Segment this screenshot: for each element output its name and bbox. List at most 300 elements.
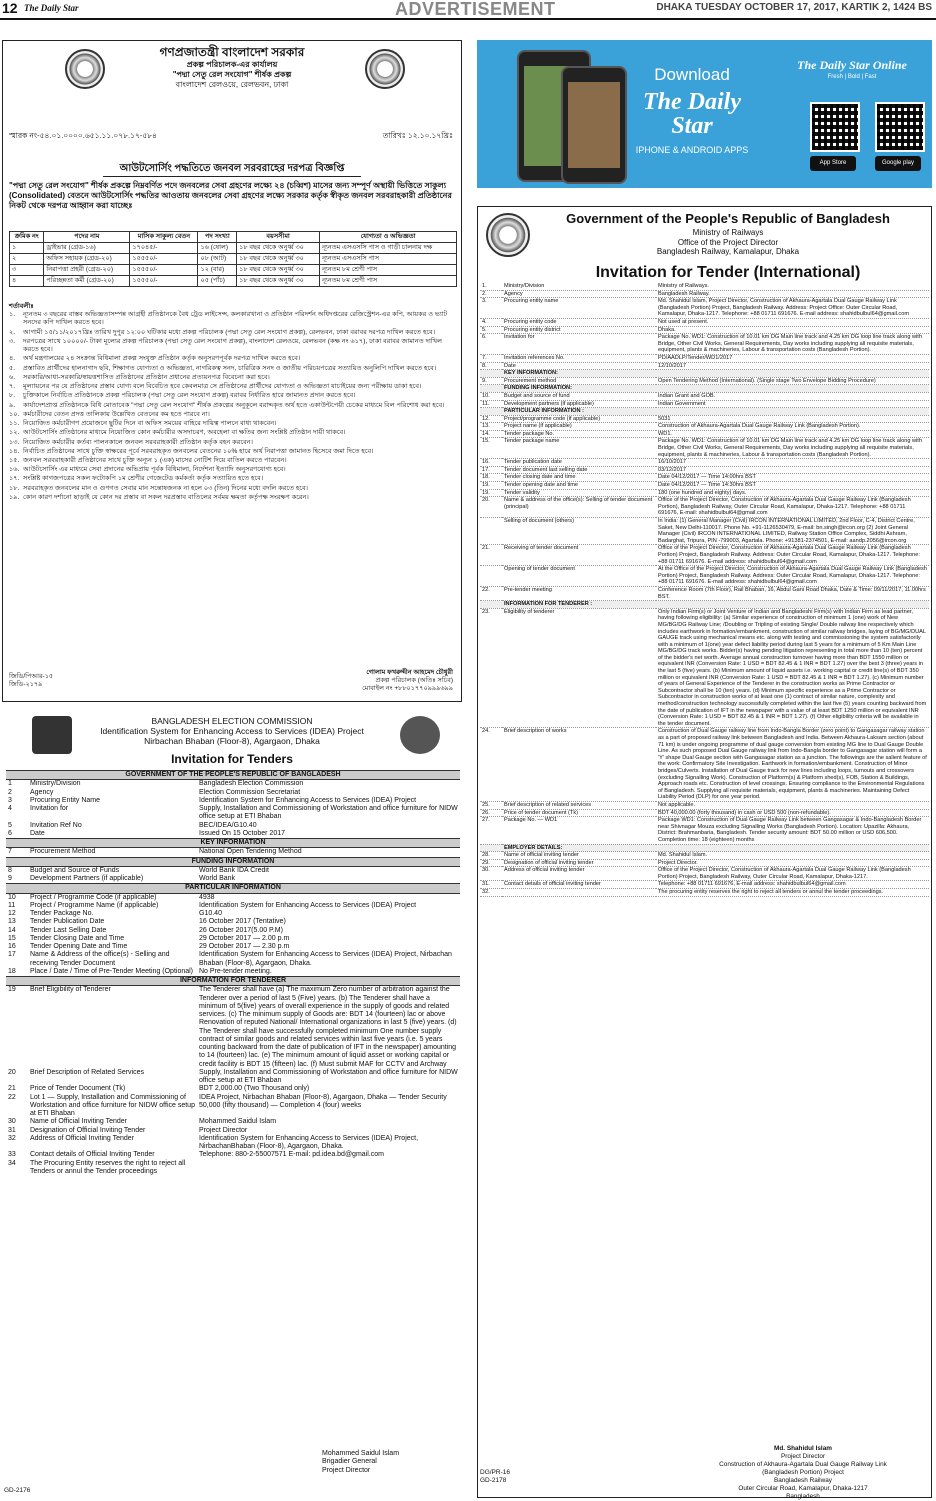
section-title: INFORMATION FOR TENDERER [6, 977, 460, 986]
row-value: Identification System for Enhancing Access to Services (IDEA) Project, Nirbachan Bhaban (Floor-8), Agargaon, Dhaka. [199, 951, 452, 967]
row-number: 17 [8, 951, 16, 959]
table-row [6, 951, 460, 968]
table-cell: ১৭০৪৫/- [130, 243, 198, 254]
table-row [480, 586, 929, 600]
qr-code-icon[interactable] [875, 102, 925, 152]
signature-line: Project Director [322, 1466, 371, 1474]
row-value: Telephone: +88 01711 691676, E-mail address: shahidbulbul64@gmail.com [656, 881, 929, 889]
table-row [480, 283, 929, 290]
row-label: Brief description of works [502, 728, 656, 802]
signature-line: (Bangladesh Portion) Project [762, 1469, 844, 1476]
row-number: 25. [480, 801, 502, 809]
list-item [9, 329, 457, 337]
table-row [480, 334, 929, 355]
office-line: Office of the Project Director [677, 237, 779, 247]
table-row [480, 466, 929, 474]
row-value: Package No. WD1: Construction of 10.01 km DG Main line track and 4.25 km DG loop line track along with Bridge, Other Civil Works, General Requirements, Day works including supplying all requisite materials, equipment, plants & machineries, Labour & transportation costs (Bangladesh Portion). [656, 334, 929, 355]
item-text: আউটসোর্সিং এর মাধ্যমে সেবা প্রদানের অভিপ্রায় পূর্বক বিধিমালা, নির্দেশনা ইত্যাদি অনুসরণযোগ্য হবে। [23, 466, 286, 474]
list-item [9, 494, 457, 502]
row-label: Brief Description of Related Services [30, 1068, 144, 1076]
table-cell: ০৫ (পাঁচ) [198, 276, 237, 287]
ec-header [82, 716, 382, 747]
download-label: Download [654, 65, 730, 84]
item-number: ২. [9, 328, 16, 336]
item-number: ১২. [9, 429, 20, 437]
table-row [6, 902, 460, 910]
row-number [480, 370, 502, 378]
row-label: FUNDING INFORMATION: [502, 385, 656, 393]
item-text: নিয়োজিত কর্মচারীর কর্তব্য পালনকালে জনবল সরবরাহকারী প্রতিষ্ঠান কর্তৃক বহন করবেন। [23, 438, 253, 446]
app-download-ad[interactable] [477, 40, 932, 188]
tender-title: Invitation for Tender (International) [595, 264, 861, 281]
row-label: EMPLOYER DETAILS: [502, 844, 656, 852]
table-row [480, 889, 929, 897]
row-number: 32 [8, 1134, 16, 1142]
table-row [480, 608, 929, 728]
row-value: Indian Grant and GOB. [656, 392, 929, 400]
row-number: 4 [8, 805, 12, 812]
row-value: WD1. [656, 430, 929, 438]
row-label: Development Partners (if applicable) [30, 875, 144, 882]
row-number: 28. [480, 852, 502, 860]
ec-title: Invitation for Tenders [171, 752, 293, 766]
section-row [6, 884, 460, 893]
row-label: Invitation for [502, 334, 656, 355]
code-2: জিডি-২১৭৯ [9, 681, 43, 689]
brand-logo: The Daily Star [643, 89, 741, 139]
item-number: ১৪. [9, 447, 20, 455]
signature-line: Bangladesh Railway [774, 1477, 832, 1484]
header-cell: যোগ্যতা ও অভিজ্ঞতা [320, 232, 457, 243]
section-row [480, 408, 929, 416]
table-cell: ১৮ বছর থেকে অনুর্ধ্ব ৩০ [237, 276, 320, 287]
row-value: 5031 [656, 415, 929, 423]
ec-project: Identification System for Enhancing Access to Services (IDEA) Project [100, 726, 364, 737]
table-cell: ন্যূনতম এসএসসি পাস ও গাড়ী চালনায় দক্ষ [320, 243, 457, 254]
list-item [9, 475, 457, 483]
table-row [480, 423, 929, 431]
row-number [480, 601, 502, 609]
table-row [6, 1160, 460, 1177]
signature-line: Project Director [780, 1453, 826, 1460]
idea-logo-icon [400, 716, 440, 754]
table-row [6, 1069, 460, 1086]
row-label: Name of official inviting tender [502, 852, 656, 860]
app-store-button[interactable]: App Store [810, 156, 856, 171]
section-title: KEY INFORMATION [6, 839, 460, 848]
row-label: Tender Opening Date and Time [30, 943, 128, 950]
item-text: সরকারি/আধা-সরকারি/স্বায়ত্তশাসিত প্রতিষ্ঠানের প্রতিষ্ঠান প্রধানের প্রত্যয়নপত্র বিবেচনা করা হবে। [23, 373, 270, 381]
table-row [6, 1094, 460, 1119]
row-number [480, 844, 502, 852]
ec-address: Nirbachan Bhaban (Floor-8), Agargaon, Dhaka [144, 736, 320, 747]
row-number: 31. [480, 881, 502, 889]
row-label: KEY INFORMATION: [502, 370, 656, 378]
row-label: Price of Tender Document (Tk) [30, 1085, 126, 1093]
table-cell: ১৫৫৫০/- [130, 265, 198, 276]
list-item [9, 311, 457, 327]
row-value [656, 385, 929, 393]
table-cell: ০৮ (আট) [198, 254, 237, 265]
table-row [480, 377, 929, 385]
table-row [10, 243, 457, 254]
row-label: Tender Closing Date and Time [30, 934, 125, 942]
list-item [9, 355, 457, 363]
list-item [9, 439, 457, 447]
signature-block [362, 669, 453, 693]
google-play-button[interactable]: Google play [875, 156, 921, 171]
row-label: Tender package No. [502, 430, 656, 438]
row-label: Budget and source of fund [502, 392, 656, 400]
row-label: Lot 1 — Supply, Installation and Commissioning of Workstation and office furniture for NIDW office setup at ETI Bhaban [30, 1093, 195, 1117]
row-label: PARTICULAR INFORMATION : [502, 408, 656, 416]
row-number: 18 [8, 967, 16, 975]
item-text: অর্থ মন্ত্রণালয়ের ২৪ সংক্রান্ত বিধিমালা প্রকল্প সংযুক্ত প্রতিষ্ঠান কর্তৃক অনুসরণপূর্বক দরপত্র দাখিল করতে হবে। [23, 355, 301, 363]
office-name: প্রকল্প পরিচালক-এর কার্যালয় [186, 60, 278, 69]
row-number: 29. [480, 859, 502, 867]
row-value: Date 04/12/2017 — Time 14:00hrs BST [656, 474, 929, 482]
table-cell: ১৫৫৫০/- [130, 254, 198, 265]
row-number: 19. [480, 482, 502, 490]
row-value: Indian Government [656, 400, 929, 408]
table-row [6, 1118, 460, 1126]
table-cell: ১৬ (ষোল) [198, 243, 237, 254]
row-number: 18. [480, 474, 502, 482]
row-number: 9. [480, 377, 502, 385]
header-cell: পদের নাম [44, 232, 130, 243]
row-number: 15. [480, 438, 502, 459]
row-label: Development partners (if applicable) [502, 400, 656, 408]
railway-logo-icon [486, 213, 530, 257]
section-row [6, 857, 460, 866]
ec-signature [322, 1450, 399, 1475]
row-number: 19 [8, 986, 16, 994]
notice-paragraph: "পদ্মা সেতু রেল সংযোগ" শীর্ষক প্রকল্পে নিম্নবর্ণিত পদে জনবলের সেবা গ্রহণের লক্ষ্যে ২৪ (চব্বিশ) মাসের জন্য সম্পূর্ণ অস্থায়ী ভিত্তিতে সাকুল্য (Consolidated) বেতনে আউটসোর্সিং পদ্ধতির আওতায় জনবলের সেবা গ্রহণের লক্ষ্যে সরকার কর্তৃক স্বীকৃত জনবল সরবরাহকারী প্রতিষ্ঠানের নিকট থেকে দরপত্র আহ্বান করা যাচ্ছেঃ [9, 181, 452, 210]
table-row [6, 1135, 460, 1152]
table-row [480, 474, 929, 482]
list-item [9, 365, 457, 373]
item-number: ৮. [9, 392, 16, 400]
table-cell: ৩ [10, 265, 44, 276]
tender-info-table [480, 283, 929, 897]
row-label: Designation of official inviting tender [502, 859, 656, 867]
bengali-tender-notice [2, 40, 462, 702]
table-cell: নিরাপত্তা প্রহরী (গ্রেড-২০) [44, 265, 130, 276]
ministry-line: Ministry of Railways [692, 228, 764, 237]
item-number: ১১. [9, 420, 20, 428]
item-text: নির্বাচিত প্রতিষ্ঠানের সাথে চুক্তি স্বাক্ষরের পূর্বে সরবরাহকৃত জনবলের বেতনের ১০% হারে অর্থ নিরাপত্তা জামানত হিসেবে জমা দিতে হবে। [23, 447, 374, 455]
row-number: 16 [8, 943, 16, 950]
row-label: Procurement method [502, 377, 656, 385]
project-name: "পদ্মা সেতু রেল সংযোগ" শীর্ষক প্রকল্প [172, 70, 292, 79]
table-row [480, 459, 929, 467]
row-number: 21. [480, 545, 502, 566]
item-number: ১৩. [9, 438, 20, 446]
row-value: 16/10/2017 [656, 459, 929, 467]
qr-code-icon[interactable] [810, 102, 860, 152]
code-1: জিডি/পিআর-১৫ [9, 673, 54, 680]
signature-line: Construction of Akhaura-Agartala Dual Gauge Railway Link [719, 1461, 887, 1468]
row-value: At the Office of the Project Director, Construction of Akhaura-Agartala Dual Gauge Railway Link (Bangladesh Portion) Project, Bangladesh Railway. Address: Outer Circular Road, Kamalapur, Dhaka-1217. Telephone: +88 01711 691676. E-mail address: shahidbulbul64@gmail.com [656, 566, 929, 587]
table-row [6, 875, 460, 884]
section-title: FUNDING INFORMATION [6, 857, 460, 866]
row-number: 8. [480, 362, 502, 370]
table-row [480, 881, 929, 889]
row-value: World Bank [199, 875, 236, 882]
table-row [480, 867, 929, 881]
row-label: Ministry/Division [502, 283, 656, 290]
item-text: চুক্তিকালে নির্বাচিত প্রতিষ্ঠানকে প্রকল্প পরিচালক (পদ্মা সেতু রেল সংযোগ প্রকল্প) বরাবর নির্ধারিত হারে জামানত প্রদান করতে হবে। [23, 392, 356, 400]
list-item [9, 383, 457, 391]
row-label: Contact details of Official Inviting Tender [30, 1151, 155, 1159]
row-value [656, 844, 929, 852]
signature-line: Brigadier General [322, 1458, 377, 1466]
row-label: Procuring Entity Name [30, 796, 101, 804]
row-number: 14 [8, 926, 16, 934]
row-label: The Procuring Entity reserves the right to reject all Tenders or annul the Tender proceedings [30, 1159, 186, 1175]
row-number: 5. [480, 326, 502, 334]
table-cell: ২ [10, 254, 44, 265]
row-label: Tender document last selling date [502, 466, 656, 474]
page-number: 12 [2, 0, 18, 16]
row-number: 13. [480, 423, 502, 431]
bengali-codes [9, 673, 53, 689]
table-cell: পরিচ্ছন্নতা কর্মী (গ্রেড-২০) [44, 276, 130, 287]
section-title: GOVERNMENT OF THE PEOPLE'S REPUBLIC OF BANGLADESH [6, 771, 460, 780]
posts-table-header [10, 232, 457, 243]
table-row [6, 789, 460, 797]
posts-table [9, 231, 457, 287]
table-row [6, 822, 460, 830]
item-number: ৯. [9, 401, 16, 409]
section-row [480, 385, 929, 393]
row-number: 19. [480, 489, 502, 497]
row-number: 5 [8, 821, 12, 829]
office-address: বাংলাদেশ রেলওয়ে, রেলভবন, ঢাকা [175, 80, 289, 89]
row-label: Designation of Official Inviting Tender [30, 1126, 146, 1134]
row-value: Open Tendering Method (International). (Single stage Two Envelope Bidding Procedure) [656, 377, 929, 385]
row-label: Tender opening date and time [502, 482, 656, 490]
row-value: No Pre-tender meeting. [199, 967, 272, 975]
table-row [480, 728, 929, 802]
row-label: Invitation Ref No [30, 821, 82, 829]
row-number: 7. [480, 354, 502, 362]
row-number: 8 [8, 866, 12, 874]
table-row [480, 400, 929, 408]
notice-header [3, 45, 461, 90]
row-number: 11. [480, 400, 502, 408]
table-row [6, 1151, 460, 1159]
item-text: আউটসোর্সিং প্রতিষ্ঠানের মাধ্যমে নিয়োজিত কোন কর্মচারীর অসদাচরণ, অবহেলা বা ক্ষতির জন্য সংশ্লিষ্ট প্রতিষ্ঠান দায়ী থাকবে। [23, 429, 346, 437]
signature-line: Mohammed Saidul Islam [322, 1450, 400, 1457]
table-row [480, 482, 929, 490]
row-number: 31 [8, 1126, 16, 1134]
row-value: G10.40 [199, 910, 222, 917]
list-item [9, 448, 457, 456]
table-row [480, 362, 929, 370]
table-cell: অফিস সহায়ক (গ্রেড-২০) [44, 254, 130, 265]
table-row [6, 893, 460, 902]
row-value: Package No. WD1: Construction of 10.01 km DG Main line track and 4.25 km DG loop line track along with Bridge, Other Civil Works, General Requirements, Day works including supplying all requisite materials, equipment, plants & machineries, Labour & transportation costs (Bangladesh Portion). [656, 438, 929, 459]
table-cell: ন্যূনতম এসএসসি পাস [320, 254, 457, 265]
row-value: Supply, Installation and Commissioning of Workstation and office furniture for NIDW office setup at ETI Bhaban [199, 805, 458, 821]
section-row [6, 771, 460, 780]
signature-line: Md. Shahidul Islam [774, 1445, 832, 1452]
table-cell: ন্যূনতম ৮ম শ্রেণী পাস [320, 276, 457, 287]
section-row [480, 601, 929, 609]
row-label: Project name (if applicable) [502, 423, 656, 431]
row-number: 12. [480, 415, 502, 423]
signature-line: Bangladesh [786, 1493, 820, 1500]
item-number: ১৬. [9, 466, 20, 474]
row-value: Construction of Akhaura-Agartala Dual Gauge Railway Link (Bangladesh Portion). [656, 423, 929, 431]
table-row [6, 927, 460, 935]
row-value: Construction of Dual Gauge railway line from Indo-Bangla Border (zero point) to Gangasagar railway station as a part of proposed railway link between Bangladesh and India. Between Akhaura-Laksam section (about 71 km) is under ongoing programme of dual gauge conversion from existing MG line to Dual Gauge Double Line. As such proposed Dual Gauge railway link from Indo-Bangla border to Gangasagar station will form a 'Y' shape Dual Gauge section with Gangasagar station as a junction. The followings are the salient feature of the work: Confirmatory Site Investigation. Earthwork in formation/embankment. Construction of Minor bridges/Culverts. Installation of Dual Gauge track for new lines including loops, turnouts and crossovers (excluding Signalling Work). Construction of Platform(s) & Platform shed(s), FOB, Station & Buildings, Approach roads etc. Construction of level crossings. Ensuring compliance to the Environmental Regulations of Bangladesh. Supplying all requisite materials, equipment, plants & machineries. Maintaining Defect Liability Period (DLP) for one year period. [656, 728, 929, 802]
row-value [656, 408, 929, 416]
row-label: Place / Date / Time of Pre-Tender Meeting (Optional) [30, 967, 194, 975]
table-row [6, 910, 460, 918]
row-number: 13 [8, 918, 16, 926]
section-title: ADVERTISEMENT [395, 0, 556, 19]
item-number: ১৫. [9, 456, 20, 464]
dateline: DHAKA TUESDAY OCTOBER 17, 2017, KARTIK 2, 1424 BS [656, 2, 932, 13]
table-cell: ন্যূনতম ৮ম শ্রেণী পাস [320, 265, 457, 276]
row-label: Date [502, 362, 656, 370]
row-label: Project / Programme Code (if applicable) [30, 893, 157, 901]
row-label: Price of tender document (Tk) [502, 809, 656, 817]
row-label: Address of Official Inviting Tender [30, 1134, 135, 1142]
row-label: Brief description of related services [502, 801, 656, 809]
row-value: 03/12/2017 [656, 466, 929, 474]
table-cell: ১ [10, 243, 44, 254]
row-label: Budget and Source of Funds [30, 866, 120, 874]
row-label: Project / Programme Name (if applicable) [30, 901, 159, 909]
item-text: মূল্যায়নের পর যে প্রতিষ্ঠানের প্রস্তাব যোগ্য বলে বিবেচিত হবে কেবলমাত্র সে প্রতিষ্ঠানের প্রার্থীদের যোগ্যতা ও অভিজ্ঞতা যাচাইয়ের জন্য পরীক্ষায় ডাকা হবে। [23, 383, 422, 391]
row-value: Supply, Installation and Commissioning of Workstation and office furniture for NIDW office setup at ETI Bhaban [199, 1068, 458, 1084]
row-value: Date 04/12/2017 — Time 14:30hrs BST [656, 482, 929, 490]
table-row [6, 1127, 460, 1135]
item-text: নিয়োজিত কর্মচারীগণ প্রয়োজনে ছুটির দিনে বা অফিস সময়ের বাহিরে দায়িত্ব পালনে বাধ্য থাকবেন। [23, 420, 277, 428]
row-label: Opening of tender document [502, 566, 656, 587]
row-value: BDT 40,000.00 (forty thousand) in cash or USD 500 (non-refundable). [656, 809, 929, 817]
memo-number: স্মারক নং-৫৪.০১.০০০০.৬৫১.১১.০৭৮.১৭-৫৮৪ [9, 131, 157, 140]
row-value: PD/AADLP/Tender/WD1/2017 [656, 354, 929, 362]
row-label: Name & address of the office(s): Selling of tender document (principal) [502, 497, 656, 518]
table-row [480, 859, 929, 867]
phone-icon [561, 66, 627, 184]
signatory-phone: মোবাইল নং +৮৮০১৭৭০৯৯৯৬৯৯ [362, 685, 453, 693]
row-value: Bangladesh Election Commission [199, 780, 304, 788]
row-number: 33 [8, 1151, 16, 1159]
row-number: 3. [480, 298, 502, 319]
row-value: The procuring entity reserves the right to reject all tenders or annul the tender proceedings. [656, 889, 929, 897]
section-row [6, 977, 460, 986]
table-row [6, 780, 460, 789]
row-number: 24. [480, 728, 502, 802]
row-number: 14. [480, 430, 502, 438]
item-number: ১৯. [9, 493, 20, 501]
row-value [197, 1160, 460, 1177]
table-row [480, 852, 929, 860]
row-value: Project Director. [656, 859, 929, 867]
table-row [6, 935, 460, 943]
row-label: Pre-tender meeting [502, 586, 656, 600]
row-value: Not used at present. [656, 318, 929, 326]
row-number [480, 518, 502, 545]
paper-name: The Daily Star [24, 3, 79, 13]
row-number: 30 [8, 1118, 16, 1126]
row-number: 32. [480, 889, 502, 897]
row-number: 2 [8, 788, 12, 796]
masthead [0, 0, 936, 20]
row-value: Only Indian Firm(s) or Joint Venture of Indian and Bangladeshi Firm(s) with Indian Firm as lead partner, having following eligibility: (a) Similar experience of construction of minimum 1 (one) work of New MG/BG/DG Railway Line; /Doubling or Tripling of existing Single/ Double railway line respectively which includes earthwork in formation/embankment, construction of similar railway bridges, laying of BG/MG/DUAL GAUGE track using mechanical means etc. along with testing and commissioning the system satisfactorily with a minimum of 1(one) year defect liability period during last 5 years for a minimum of 5 Km Main Line MG/BG/DG track works. Bidder(s) having pending litigation representing in total more than 10 (ten) percent of the bidder's net worth. Average annual construction turnover having more than BDT 1550 million or equivalent INR (Conversion Rate: 1 USD = BDT 82.45 & 1 INR = BDT 1.27) over the best 3 (three) years in the last 5 (five) years. (b) Minimum amount of liquid assets i.e. working capital or credit line(s) of BDT 350 million or equivalent INR (Conversion Rate: 1 USD = BDT 82.45 & 1 INR = BDT 1.27). (c) Minimum number of years of General Experience of the Tenderer in the construction works as Prime Contractor or Subcontractor shall be 10 (ten) years. (d) Minimum specific experience as a Prime Contractor or Subcontractor in construction works of at least one (1) contract of similar nature, complexity and method/construction technology successfully completed within the last five (5) years counting backward from the date of publication of IFT in the newspaper with a value of at least BDT 1250 million or equivalent INR (Conversion Rate: 1 USD = BDT 82.45 & 1 INR = BDT 1.27). (f) Other eligibility criteria will be available in the tender document. [656, 608, 929, 728]
row-value: Office of the Project Director, Construction of Akhaura-Agartala Dual Gauge Railway Link (Bangladesh Portion) Project, Bangladesh Railway, Outer Circular Road, Kamalapur, Dhaka-1217. [656, 867, 929, 881]
row-value: Identification System for Enhancing Access to Services (IDEA) Project [199, 796, 417, 804]
item-number: ১৮. [9, 484, 20, 492]
row-label: Procuring entity code [502, 318, 656, 326]
item-text: জনবল সরবরাহকারী প্রতিষ্ঠানের সাথে চুক্তি অন্যূন ১ (এক) মাসের নোটিশ দিয়ে বাতিল করতে পারবেন। [23, 456, 287, 464]
gov-signature [678, 1445, 928, 1501]
online-logo: The Daily Star Online [797, 58, 907, 72]
row-value: 12/10/2017 [656, 362, 929, 370]
table-row [480, 392, 929, 400]
table-cell: ১৮ বছর থেকে অনুর্ধ্ব ৩০ [237, 265, 320, 276]
table-row [480, 518, 929, 545]
row-label: Tender package name [502, 438, 656, 459]
item-text: কার্যাদেশপ্রাপ্ত প্রতিষ্ঠানকে বিধি মোতাবেক "পদ্মা সেতু রেল সংযোগ" শীর্ষক প্রকল্পের অনুকূলে বরাদ্দকৃত অর্থ হতে একাউন্টপেয়ী চেকের মাধ্যমে বিল পরিশোধ করা হবে। [23, 401, 445, 409]
row-number: 10 [8, 893, 16, 901]
terms-list [9, 303, 457, 503]
row-label: Contact details of official inviting tender [502, 881, 656, 889]
table-cell: ১৮ বছর থেকে অনুর্ধ্ব ৩০ [237, 254, 320, 265]
row-number: 21 [8, 1085, 16, 1093]
row-label: Tender Package No. [30, 910, 94, 917]
govt-name: গণপ্রজাতন্ত্রী বাংলাদেশ সরকার [159, 45, 305, 59]
item-number: ৪. [9, 355, 16, 363]
gov-codes [480, 1469, 510, 1485]
code-2: GD-2178 [480, 1477, 507, 1485]
row-number: 2. [480, 290, 502, 298]
item-text: দরপত্রের সাথে ১০০০০/- টাকা মূল্যের প্রকল্প পরিচালক (পদ্মা সেতু রেল সংযোগ প্রকল্প), বাংলাদেশ রেলওয়ে, রেলভবন (কক্ষ নং ৬১৭), ঢাকা বরাবর জামানত দাখিল করতে হবে। [23, 337, 443, 354]
table-row [480, 489, 929, 497]
table-row [480, 415, 929, 423]
table-row [10, 276, 457, 287]
item-number: ৭. [9, 383, 16, 391]
table-row [480, 438, 929, 459]
row-number: 9 [8, 875, 12, 882]
list-item [9, 420, 457, 428]
row-value: World Bank IDA Credit [199, 866, 269, 874]
table-cell: ১৫৫৫০/- [130, 276, 198, 287]
item-text: সরবরাহকৃত জনবলের মান ও গুণগত সেবার মান সন্তোষজনক না হলে ০৩ (তিন) দিনের মধ্যে বদলি করতে হবে। [23, 484, 308, 492]
list-item [9, 485, 457, 493]
row-value: 4938 [199, 893, 215, 901]
item-number: ৫. [9, 364, 16, 372]
item-text: ন্যূনতম ৩ বছরের বাস্তব অভিজ্ঞতাসম্পন্ন আগ্রহী প্রতিষ্ঠানকে বৈধ ট্রেড লাইসেন্স, কলকারখানা ও প্রতিষ্ঠান পরিদর্শন অধিদপ্তরের রেজিস্ট্রেশন-এর কপি, আয়কর ও ভ্যাট সনদের কপি দাখিল করতে হবে। [23, 311, 448, 327]
row-value: Bangladesh Railway. [656, 290, 929, 298]
row-label: Eligibility of tenderer [502, 608, 656, 728]
row-number: 1. [480, 283, 502, 290]
table-row [10, 254, 457, 265]
table-row [6, 848, 460, 857]
row-number: 6. [480, 334, 502, 355]
table-cell: ৪ [10, 276, 44, 287]
row-value: 26 October 2017(5.00 P.M) [199, 926, 283, 934]
row-label: Date [30, 829, 45, 837]
row-label: Tender validity [502, 489, 656, 497]
header-cell: পদ সংখ্যা [198, 232, 237, 243]
row-value: Election Commission Secretariat [199, 788, 301, 796]
